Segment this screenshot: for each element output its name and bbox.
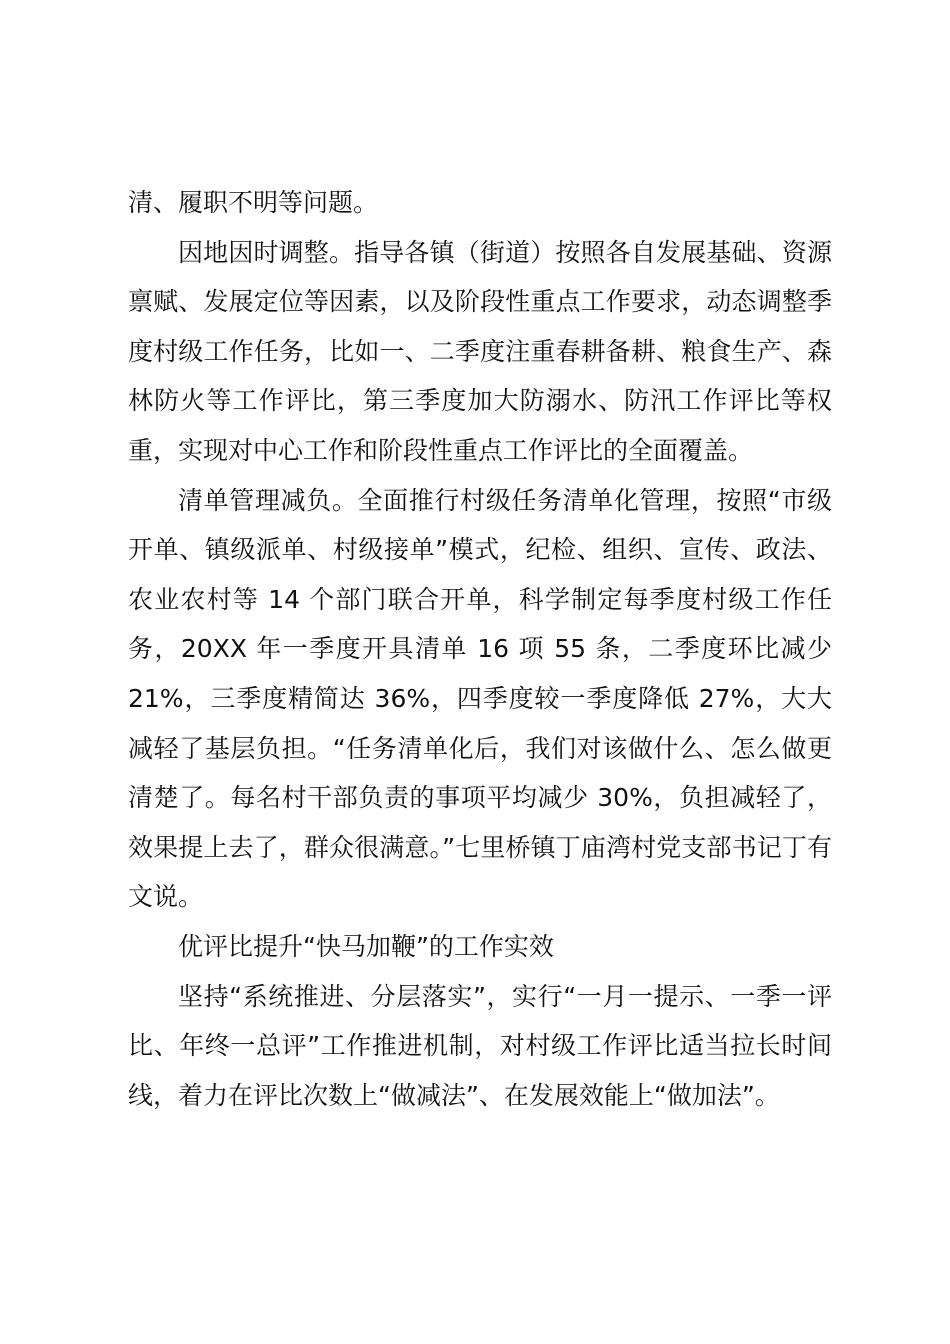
paragraph-continuation: 清、履职不明等问题。 [128, 188, 379, 217]
paragraph-checklist-burden-reduction: 清单管理减负。全面推行村级任务清单化管理，按照“市级开单、镇级派单、村级接单”模式，纪检、组织、宣传、政法、农业农村等 14 个部门联合开单，科学制定每季度村级工作任务，20XX 年一季度开具清单 16 项 55 条，二季度环比减少 21%，三季度精简达 36%，四季度较一季度降低 27%，大大减轻了基层负担。“任务清单化后，我们对该做什么、怎么做更清楚了。每名村干部负责的事项平均减少 30%，负担减轻了，效果提上去了，群众很满意。”七里桥镇丁庙湾村党支部书记丁有文说。 [128, 485, 832, 912]
section-heading: 优评比提升“快马加鞭”的工作实效 [178, 931, 554, 961]
document-body [128, 178, 832, 1120]
paragraph-adjust-by-place-and-time: 因地因时调整。指导各镇（街道）按照各自发展基础、资源禀赋、发展定位等因素，以及阶段性重点工作要求，动态调整季度村级工作任务，比如一、二季度注重春耕备耕、粮食生产、森林防火等工作评比，第三季度加大防溺水、防汛工作评比等权重，实现对中心工作和阶段性重点工作评比的全面覆盖。 [128, 237, 832, 465]
paragraph-systematic-promotion: 坚持“系统推进、分层落实”，实行“一月一提示、一季一评比、年终一总评”工作推进机制，对村级工作评比适当拉长时间线，着力在评比次数上“做减法”、在发展效能上“做加法”。 [128, 981, 832, 1110]
